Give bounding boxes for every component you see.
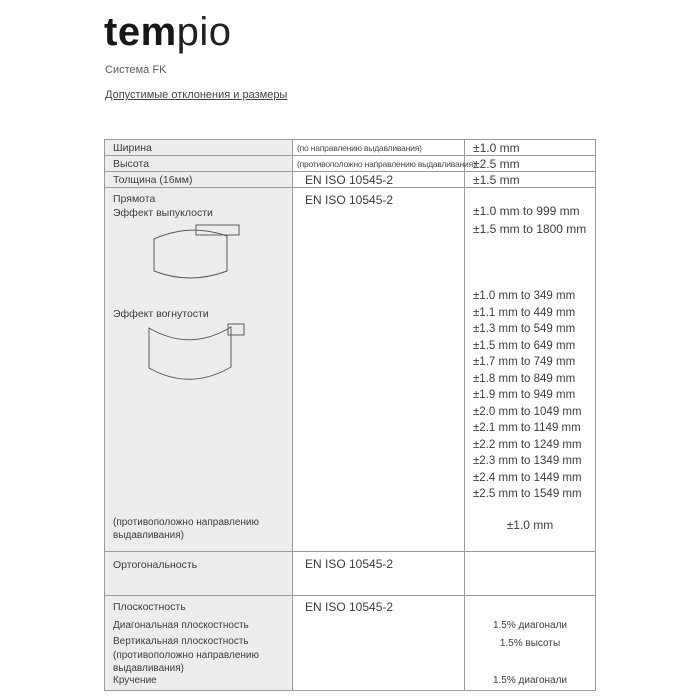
concave-tile-profile-drawing [143,322,249,394]
cell-height-label: Высота [105,156,293,171]
cell-orthogonality-method: EN ISO 10545-2 [293,552,465,595]
logo-light-part: pio [176,10,232,54]
cell-width-method: (по направлению выдавливания) [293,140,465,155]
torsion-value: 1.5% диагонали [492,675,568,686]
table-row-orthogonality [105,552,595,596]
table-row-width [105,140,595,156]
cell-flatness-method: EN ISO 10545-2 [293,596,465,690]
table-row-flatness [105,596,595,690]
cell-height-method: (противоположно направлению выдавливания) [293,156,465,171]
cell-flatness-values [465,596,595,690]
system-subtitle: Система FK [105,64,167,76]
torsion-label: Кручение [113,675,157,686]
cell-thickness-method: EN ISO 10545-2 [293,172,465,187]
tolerances-link[interactable]: Допустимые отклонения и размеры [105,89,288,101]
tempio-logo [104,8,232,56]
cell-straightness-method: EN ISO 10545-2 [293,188,465,551]
diagonal-flatness-value: 1.5% диагонали [492,620,568,631]
cell-orthogonality-label: Ортогональность [105,552,293,595]
cell-thickness-label: Толщина (16мм) [105,172,293,187]
cell-straightness-label [105,188,293,551]
convex-effect-label: Эффект выпуклости [113,207,213,219]
convex-tile-profile-drawing [151,222,247,286]
convex-tolerance-values: ±1.0 mm to 999 mm ±1.5 mm to 1800 mm [473,204,587,236]
opposite-direction-value: ±1.0 mm [506,518,554,532]
cell-straightness-values [465,188,595,551]
flatness-label: Плоскостность [113,601,186,613]
vertical-flatness-label: Вертикальная плоскостность (противоположно направлению выдавливания) [113,636,259,674]
concave-tolerance-values: ±1.0 mm to 349 mm ±1.1 mm to 449 mm ±1.3 mm to 549 mm ±1.5 mm to 649 mm ±1.7 mm to 749 mm ±1.8 mm to 849 mm ±1.9 mm to 949 mm ±2.0 mm to 1049 mm ±2.1 mm to 1149 mm ±2.2 mm to 1249 mm ±2.3 mm to 1349 mm ±2.4 mm to 1449 mm ±2.5 mm to 1549 mm [473,290,582,500]
tolerance-table [104,139,596,691]
logo-bold-part: tem [104,10,177,54]
concave-effect-label: Эффект вогнутости [113,308,209,320]
cell-flatness-label [105,596,293,690]
table-row-straightness [105,188,595,552]
table-row-height [105,156,595,172]
cell-orthogonality-value [465,552,595,595]
cell-height-value: ±2.5 mm [473,156,520,171]
cell-thickness-value: ±1.5 mm [473,172,520,187]
diagonal-flatness-label: Диагональная плоскостность [113,620,249,631]
opposite-direction-label: (противоположно направлению выдавливания) [113,517,259,541]
cell-width-value: ±1.0 mm [473,140,520,155]
table-row-thickness [105,172,595,188]
cell-width-label: Ширина [105,140,293,155]
straightness-label: Прямота [113,193,156,205]
vertical-flatness-value: 1.5% высоты [499,638,561,649]
